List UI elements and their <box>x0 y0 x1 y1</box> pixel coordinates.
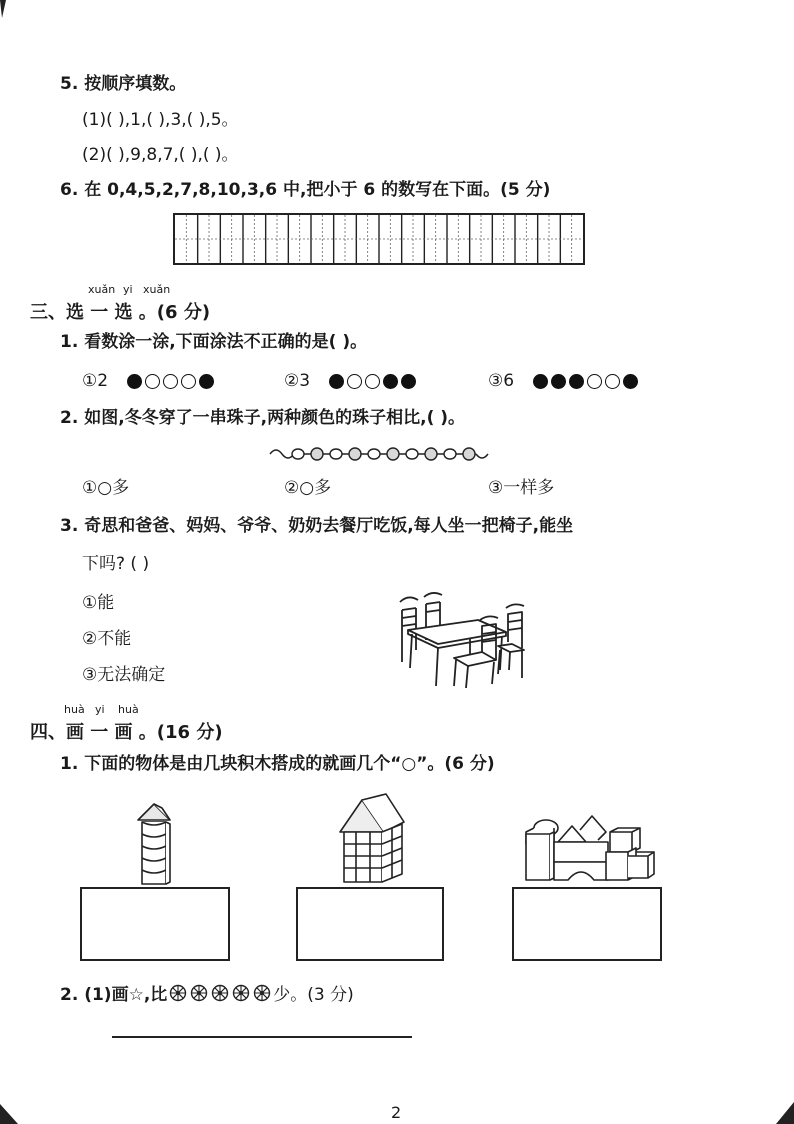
flower-icon <box>253 984 271 1002</box>
s3-q1-option-3[interactable]: ③6 <box>488 371 641 391</box>
bead-plain <box>292 449 304 459</box>
filled-dot <box>199 374 214 389</box>
q5-line1: (1)( ),1,( ),3,( ),5。 <box>82 110 239 130</box>
bead-patterned <box>425 448 437 460</box>
filled-dot <box>383 374 398 389</box>
bead-patterned <box>463 448 475 460</box>
s4-q2-prefix: 2. (1)画☆,比 <box>60 985 168 1005</box>
q6-title: 6. 在 0,4,5,2,7,8,10,3,6 中,把小于 6 的数写在下面。(5 分) <box>60 180 551 200</box>
empty-dot <box>365 374 380 389</box>
s3-q3-option-3: ③无法确定 <box>82 665 166 685</box>
flower-icon <box>211 984 229 1002</box>
s3-q1-option-1[interactable]: ①2 <box>82 371 217 391</box>
flower-row <box>169 984 271 1002</box>
answer-line[interactable] <box>112 1036 412 1038</box>
corner-mark-bottom-right <box>772 1100 794 1124</box>
s3-q3-option-2[interactable]: ②不能 <box>82 629 132 649</box>
writing-grid[interactable] <box>173 213 585 265</box>
filled-dot <box>401 374 416 389</box>
blocks-castle-image <box>520 812 656 884</box>
section3-title: 三、选 一 选 。(6 分) <box>30 302 211 323</box>
s3-q2-option-3[interactable]: ③一样多 <box>488 478 555 498</box>
empty-dot <box>587 374 602 389</box>
s3-q3-option-1[interactable]: ①能 <box>82 593 115 613</box>
section4-title: 四、画 一 画 。(16 分) <box>30 722 223 743</box>
filled-dot <box>127 374 142 389</box>
answer-box-2[interactable] <box>296 887 444 961</box>
bead-string-image <box>266 440 492 468</box>
filled-dot <box>533 374 548 389</box>
empty-dot <box>605 374 620 389</box>
s3-q2-option-2[interactable]: ②○多 <box>284 478 332 498</box>
s4-q2-suffix: 少。(3 分) <box>273 985 354 1005</box>
empty-dot <box>163 374 178 389</box>
answer-box-3[interactable] <box>512 887 662 961</box>
filled-dot <box>329 374 344 389</box>
section4-pinyin-1: huà <box>64 703 85 716</box>
bead-plain <box>406 449 418 459</box>
bead-patterned <box>387 448 399 460</box>
filled-dot <box>569 374 584 389</box>
flower-icon <box>190 984 208 1002</box>
empty-dot <box>145 374 160 389</box>
section4-pinyin-3: huà <box>118 703 139 716</box>
blocks-tower-image <box>132 800 176 886</box>
bead-patterned <box>349 448 361 460</box>
s3-q2-title: 2. 如图,冬冬穿了一串珠子,两种颜色的珠子相比,( )。 <box>60 408 466 428</box>
bead-plain <box>330 449 342 459</box>
corner-mark-bottom-left <box>0 1100 20 1124</box>
s3-q3-line1: 3. 奇思和爸爸、妈妈、爷爷、奶奶去餐厅吃饭,每人坐一把椅子,能坐 <box>60 516 574 536</box>
table-chairs-image <box>396 590 530 688</box>
blocks-house-image <box>336 792 408 886</box>
q5-line2: (2)( ),9,8,7,( ),( )。 <box>82 145 239 165</box>
flower-icon <box>169 984 187 1002</box>
empty-dot <box>181 374 196 389</box>
bead-patterned <box>311 448 323 460</box>
s3-q1-title: 1. 看数涂一涂,下面涂法不正确的是( )。 <box>60 332 368 352</box>
empty-dot <box>347 374 362 389</box>
filled-dot <box>623 374 638 389</box>
answer-box-1[interactable] <box>80 887 230 961</box>
section3-pinyin-1: xuǎn <box>88 283 116 296</box>
s4-q1-title: 1. 下面的物体是由几块积木搭成的就画几个“○”。(6 分) <box>60 754 495 774</box>
bead-plain <box>368 449 380 459</box>
s4-q2-line <box>60 980 354 1005</box>
s3-q1-option-2[interactable]: ②3 <box>284 371 419 391</box>
q5-title: 5. 按顺序填数。 <box>60 74 187 94</box>
corner-mark-top-left <box>0 0 12 20</box>
filled-dot <box>551 374 566 389</box>
section3-pinyin-3: xuǎn <box>143 283 171 296</box>
s3-q2-option-1[interactable]: ①○多 <box>82 478 130 498</box>
flower-icon <box>232 984 250 1002</box>
s3-q3-line2: 下吗? ( ) <box>82 554 150 574</box>
bead-plain <box>444 449 456 459</box>
section4-pinyin-2: yi <box>95 703 105 716</box>
page-number: 2 <box>391 1103 402 1122</box>
section3-pinyin-2: yi <box>123 283 133 296</box>
